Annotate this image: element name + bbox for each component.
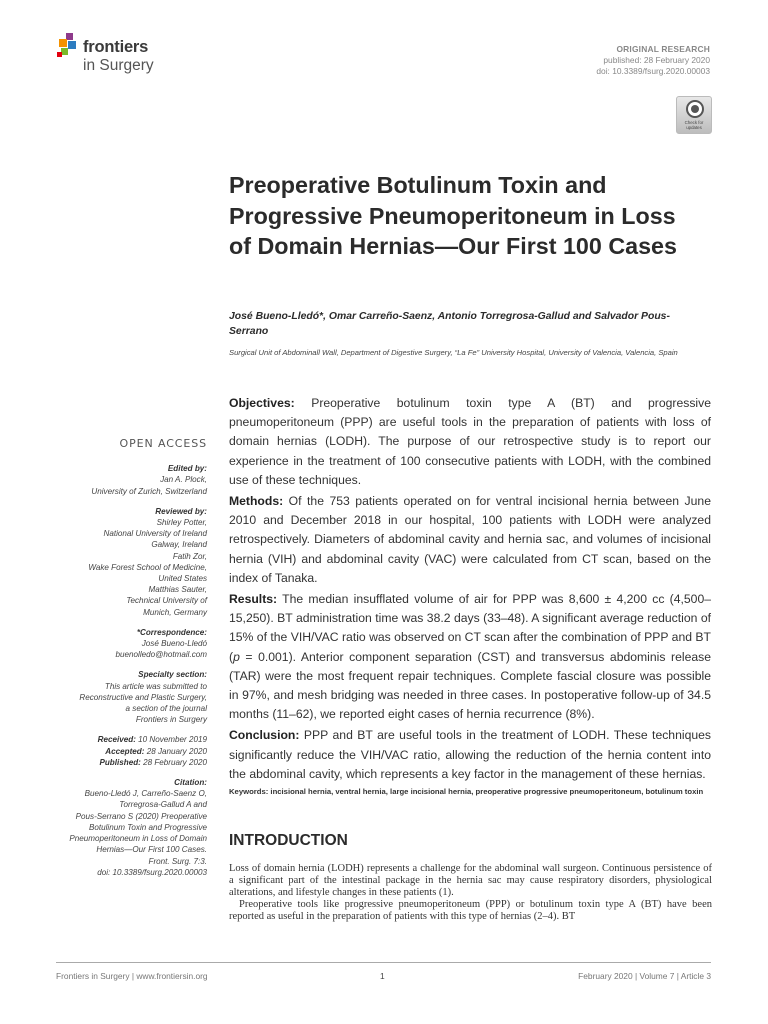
footer-journal-link[interactable]: Frontiers in Surgery | www.frontiersin.org (56, 971, 208, 981)
correspondence: *Correspondence: José Bueno-Lledó buenolledo@hotmail.com (52, 627, 207, 661)
keywords: Keywords: incisional hernia, ventral hernia, large incisional hernia, preoperative progressive pneumoperitoneum, botulinum toxin (229, 787, 704, 796)
page-number: 1 (380, 971, 385, 981)
abstract-methods: Methods: Of the 753 patients operated on for ventral incisional hernia between June 2010 and December 2018 in our hospital, 100 patients with LODH were analyzed retrospectively. Diameters of abdominal cavity and hernia sac, and volumes of incisional hernia (VIH) and abdominal cavity (VAC) were calculated from CT scan, based on the index of Tanaka. (229, 494, 711, 585)
footer-divider (56, 962, 711, 963)
logo-subtitle: in Surgery (83, 57, 154, 74)
article-info-sidebar (52, 438, 207, 887)
affiliation: Surgical Unit of Abdominall Wall, Department of Digestive Surgery, “La Fe” University Hospital, University of Valencia, Valencia, Spain (229, 348, 678, 357)
section-heading-introduction: INTRODUCTION (229, 832, 348, 849)
abstract (229, 394, 711, 786)
article-doi[interactable]: doi: 10.3389/fsurg.2020.00003 (596, 66, 710, 76)
edited-by: Edited by: Jan A. Plock, University of Zurich, Switzerland (91, 464, 207, 496)
specialty-section: Specialty section: This article was submitted to Reconstructive and Plastic Surgery, a section of the journal Frontiers in Surgery (79, 670, 207, 725)
logo-name: frontiers (83, 38, 149, 56)
article-title: Preoperative Botulinum Toxin and Progressive Pneumoperitoneum in Loss of Domain Hernias—Our First 100 Cases (229, 172, 677, 259)
article-meta (596, 44, 710, 77)
check-for-updates-button[interactable] (676, 96, 712, 134)
badge-label: Check for updates (684, 120, 704, 130)
citation-doi-link[interactable]: doi: 10.3389/fsurg.2020.00003 (97, 867, 207, 877)
footer-issue-info: February 2020 | Volume 7 | Article 3 (578, 971, 711, 981)
reviewed-by: Reviewed by: Shirley Potter, National University of Ireland Galway, Ireland Fatih Zor, Wake Forest School of Medicine, United States Matthias Sauter, Technical University of Munich, Germany (88, 506, 207, 617)
check-updates-icon (686, 100, 704, 118)
abstract-conclusion: Conclusion: PPP and BT are useful tools in the treatment of LODH. These techniques significantly reduce the VIH/VAC ratio, allowing the reduction of the hernia content into the abdominal cavity, which represents a key factor in the management of these hernias. (229, 728, 712, 781)
correspondence-email-link[interactable]: buenolledo@hotmail.com (115, 650, 207, 660)
citation: Citation: Bueno-Lledó J, Carreño-Saenz O, Torregrosa-Gallud A and Pous-Serrano S (2020) Preoperative Botulinum Toxin and Progressive Pneumoperitoneum in Loss of Domain Hernias—Our First 100 Cases. Front. Surg. 7:3. doi: 10.3389/fsurg.2020.00003 (52, 777, 207, 878)
author-list: José Bueno-Lledó*, Omar Carreño-Saenz, Antonio Torregrosa-Gallud and Salvador Pous-Serrano (229, 311, 670, 337)
frontiers-logo-icon (57, 33, 81, 59)
intro-paragraph: Loss of domain hernia (LODH) represents a challenge for the abdominal wall surgeon. Continuous persistence of a significant part of the intestinal package in the hernia sac may cause respiratory disorders, physiological alterations, and lifestyle changes in these patients (1). (229, 863, 712, 899)
article-dates: Received: 10 November 2019 Accepted: 28 January 2020 Published: 28 February 2020 (97, 735, 207, 767)
journal-logo[interactable] (57, 33, 177, 79)
introduction-body (229, 863, 712, 923)
article-type: ORIGINAL RESEARCH (616, 44, 710, 54)
intro-paragraph: Preoperative tools like progressive pneumoperitoneum (PPP) or botulinum toxin type A (BT) have been reported as useful in the preparation of patients with this type of hernias (2–4). BT (229, 899, 712, 923)
open-access-label: OPEN ACCESS (119, 437, 207, 450)
abstract-results: Results: The median insufflated volume of air for PPP was 8,600 ± 4,200 cc (4,500–15,250). BT administration time was 38.2 days (33–48). A significant average reduction of 15% of the VIH/VAC ratio was observed on CT scan after the combination of PPP and BT (p = 0.001). Anterior component separation (CST) and transversus abdominis release (TAR) were the most frequent repair techniques. Complete fascial closure was possible in 97%, and mesh bridging was needed in three cases. In postoperative follow-up of 34.5 months (11–62), we reported eight cases of hernia recurrence (8%). (229, 592, 711, 722)
abstract-objectives: Objectives: Preoperative botulinum toxin type A (BT) and progressive pneumoperitoneum (PPP) are useful tools in the preparation of patients with loss of domain hernias (LODH). The purpose of our retrospective study is to report our experience in the treatment of 100 consecutive patients with LODH, with the combined use of these techniques. (229, 396, 711, 487)
published-date: published: 28 February 2020 (603, 55, 710, 65)
